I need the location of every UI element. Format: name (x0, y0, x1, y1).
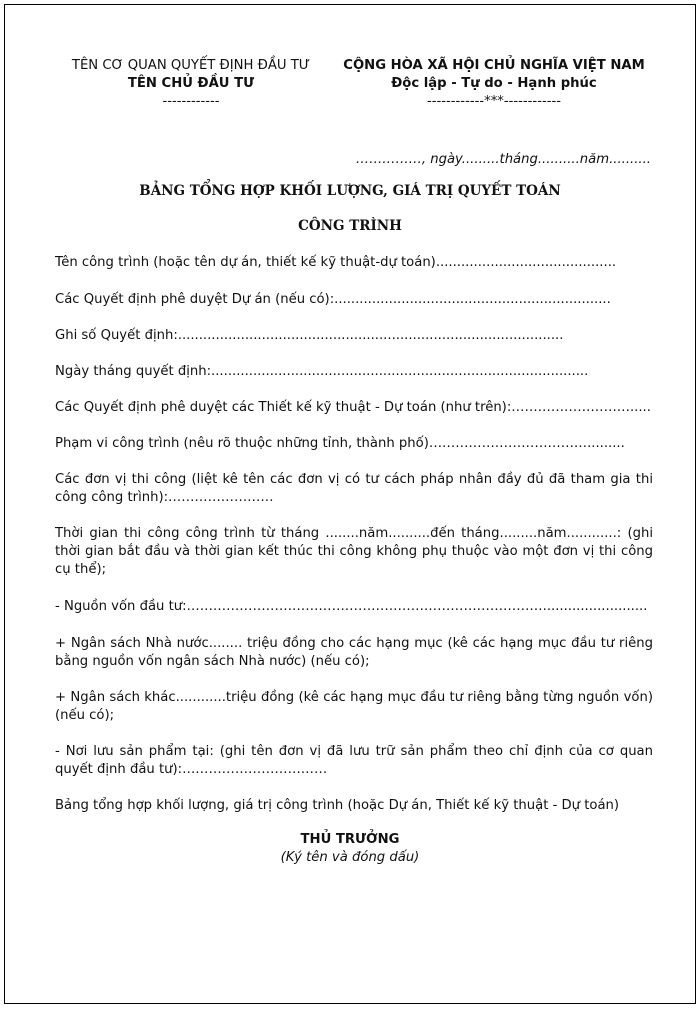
national-header (329, 57, 659, 111)
field-project-name: Tên công trình (hoặc tên dự án, thiết kế kỹ thuật-dự toán)........................................... (55, 255, 617, 270)
document-title: BẢNG TỔNG HỢP KHỐI LƯỢNG, GIÁ TRỊ QUYẾT TOÁN (139, 183, 561, 199)
signature-note: (Ký tên và đóng dấu) (280, 850, 420, 865)
investor-name: TÊN CHỦ ĐẦU TƯ (127, 76, 255, 91)
field-summary: Bảng tổng hợp khối lượng, giá trị công trình (hoặc Dự án, Thiết kế kỹ thuật - Dự toán) (55, 798, 620, 813)
document-subtitle: CÔNG TRÌNH (298, 218, 402, 234)
field-contractors: Các đơn vị thi công (liệt kê tên các đơn vị có tư cách pháp nhân đầy đủ đã tham gia thi công công trình):…………………… (55, 472, 653, 505)
field-product-storage: - Nơi lưu sản phẩm tại: (ghi tên đơn vị đã lưu trữ sản phẩm theo chỉ định của cơ quan quyết định đầu tư):…………………………… (55, 744, 653, 777)
field-decision-number: Ghi số Quyết định:............................................................................................ (55, 328, 564, 343)
signatory-title: THỦ TRƯỞNG (300, 832, 400, 847)
field-project-scope: Phạm vi công trình (nêu rõ thuộc những tỉnh, thành phố)………………………………......... (55, 436, 625, 451)
field-project-approval: Các Quyết định phê duyệt Dự án (nếu có):.................................................................. (55, 292, 611, 307)
national-motto: Độc lập - Tự do - Hạnh phúc (391, 76, 597, 91)
field-construction-period: Thời gian thi công công trình từ tháng ........năm..........đến tháng.........năm............: (ghi thời gian bắt đầu và thời gian kết thúc thi công không phụ thuộc vào một đơn vị thi công cụ thể); (55, 526, 653, 577)
date-line: ……………, ngày.........tháng..........năm.......... (355, 152, 651, 167)
document-page (4, 4, 696, 1004)
agency-header (51, 57, 331, 111)
nation-name: CỘNG HÒA XÃ HỘI CHỦ NGHĨA VIỆT NAM (343, 58, 645, 73)
agency-name: TÊN CƠ QUAN QUYẾT ĐỊNH ĐẦU TƯ (71, 58, 311, 73)
field-other-budget: + Ngân sách khác............triệu đồng (kê các hạng mục đầu tư riêng bằng từng nguồn vốn) (nếu có); (55, 690, 653, 723)
field-state-budget: + Ngân sách Nhà nước........ triệu đồng cho các hạng mục (kê các hạng mục đầu tư riêng bằng nguồn vốn ngân sách Nhà nước) (nếu có); (55, 636, 653, 669)
field-funding-source: - Nguồn vốn đầu tư:………………………………………………………………………......................... (55, 599, 648, 614)
field-design-approval: Các Quyết định phê duyệt các Thiết kế kỹ thuật - Dự toán (như trên):………………………..... (55, 400, 651, 415)
motto-rule: ------------***------------ (427, 94, 561, 109)
agency-rule: ------------ (162, 94, 220, 109)
field-decision-date: Ngày tháng quyết định:.......................................................................................... (55, 364, 589, 379)
